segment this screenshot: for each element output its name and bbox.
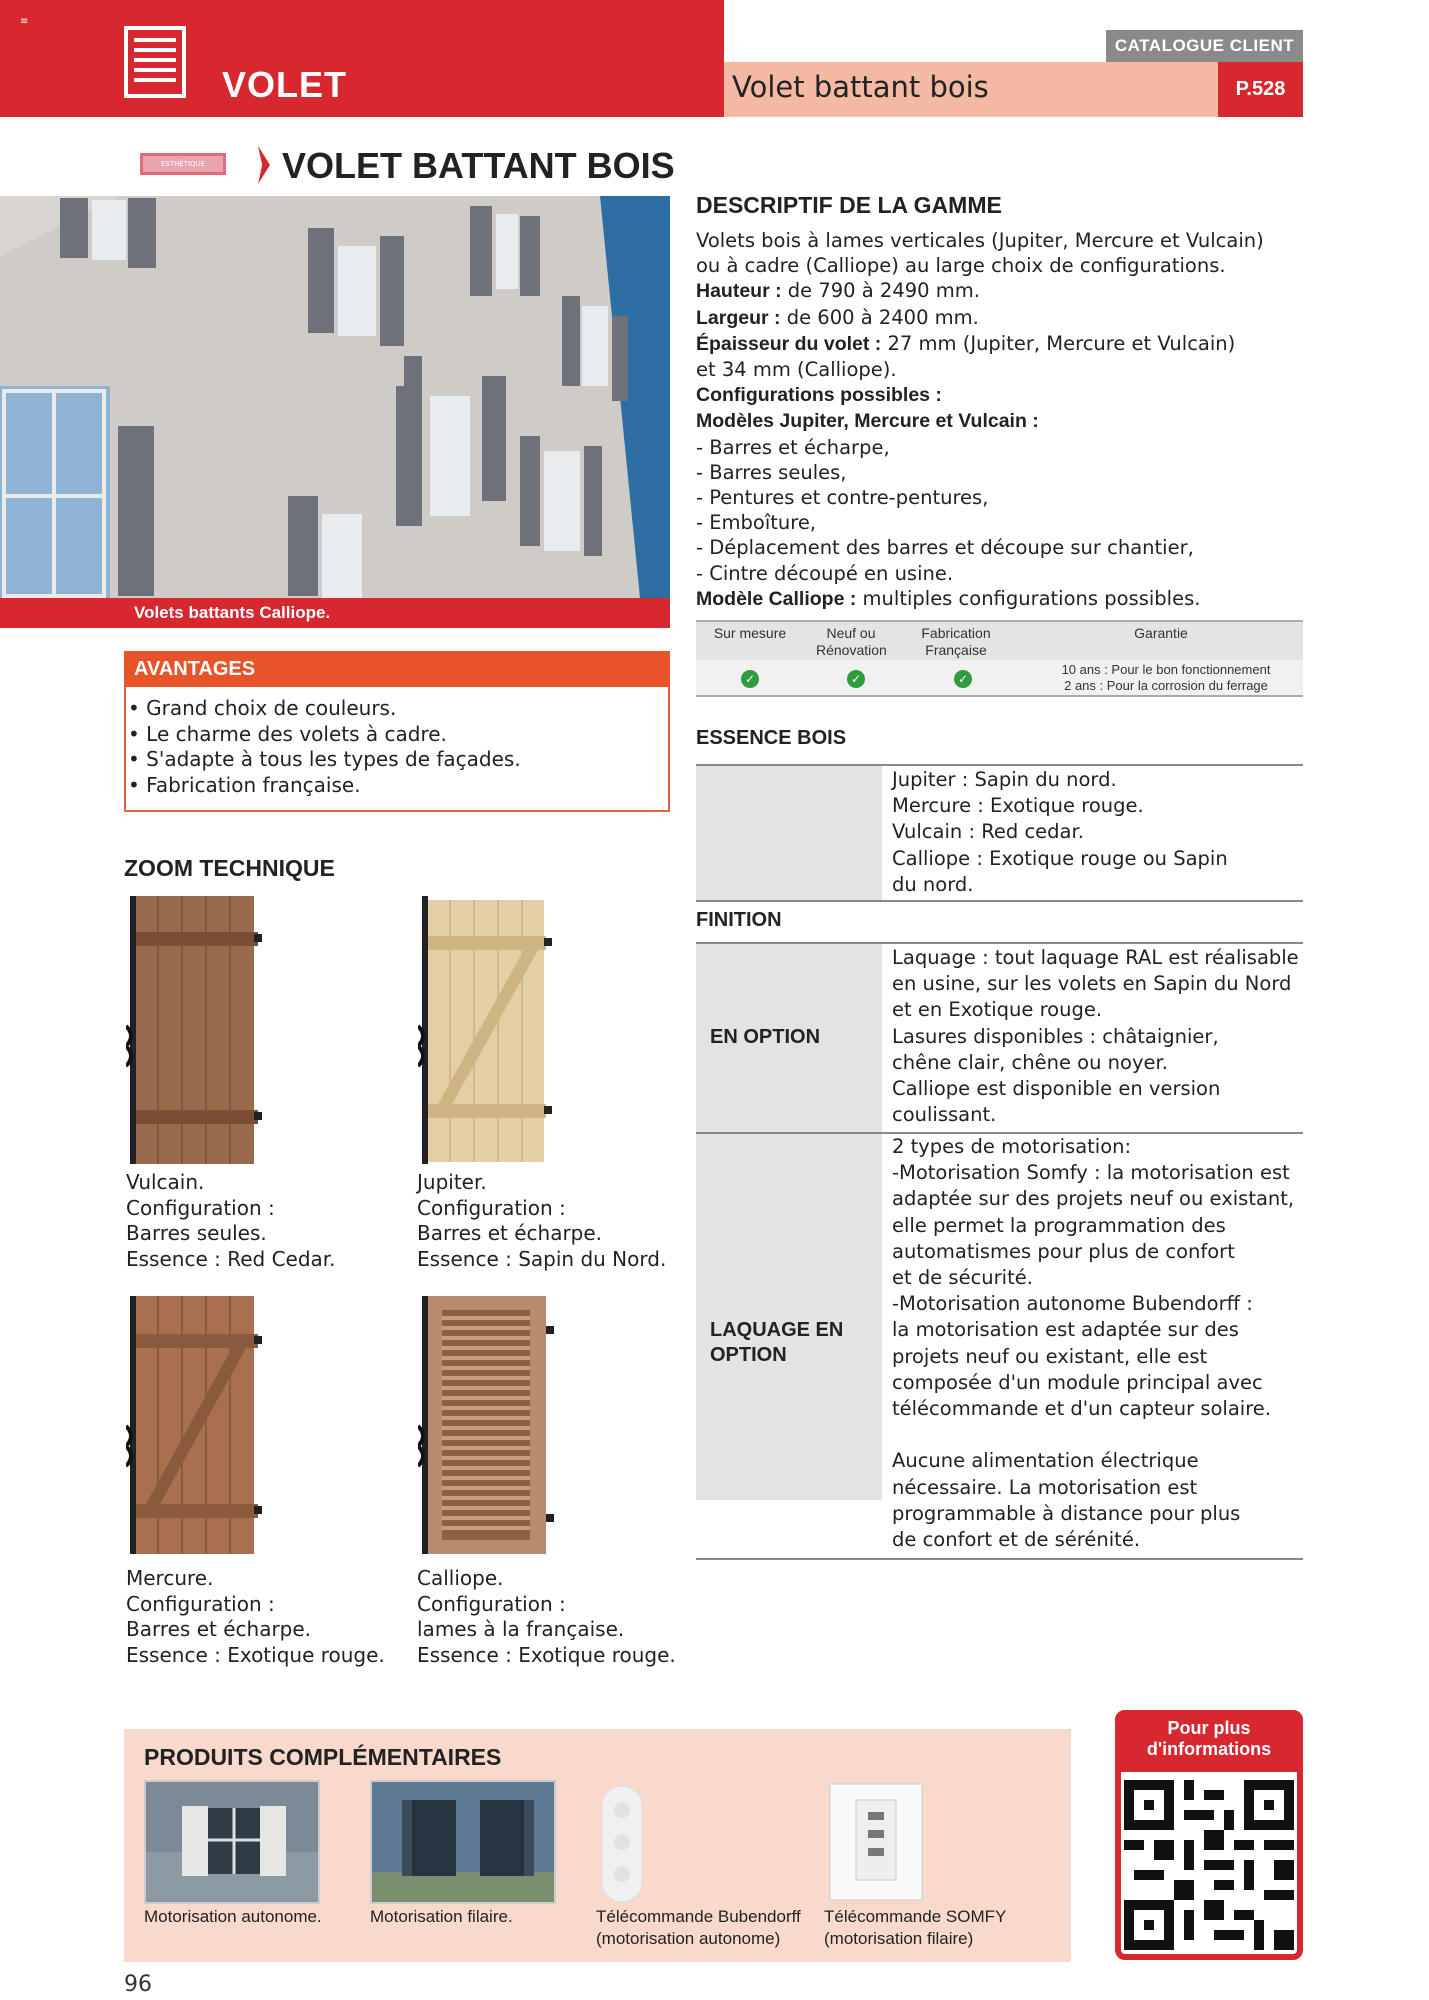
features-value-row (696, 660, 1303, 697)
label-line: Motorisation filaire. (370, 1907, 513, 1926)
motorisation-line: 2 types de motorisation: (892, 1135, 1132, 1158)
page-number: 96 (124, 1972, 152, 1997)
description-line: - Pentures et contre-pentures, (696, 486, 989, 510)
chevron-right-icon (258, 146, 270, 184)
list-item: • Le charme des volets à cadre. (128, 722, 658, 748)
essence-title: ESSENCE BOIS (696, 727, 847, 749)
jupiter-shutter-image (418, 896, 558, 1164)
mercure-caption (126, 1566, 396, 1668)
description-line (696, 408, 1306, 434)
check-icon: ✓ (741, 670, 759, 688)
motorisation-line: télécommande et d'un capteur solaire. (892, 1397, 1272, 1421)
menu-icon[interactable]: ≡ (20, 16, 29, 27)
label-line: Télécommande Bubendorff (596, 1907, 801, 1926)
complementary-title: PRODUITS COMPLÉMENTAIRES (144, 1744, 502, 1770)
header-garantie: Garantie (1134, 625, 1188, 641)
advantages-title: AVANTAGES (124, 651, 670, 687)
config-value: Barres et écharpe. (126, 1617, 312, 1641)
list-item: • Fabrication française. (128, 773, 658, 799)
essence-table (696, 764, 1303, 902)
range-description-title: DESCRIPTIF DE LA GAMME (696, 192, 1002, 218)
label-line: LAQUAGE EN (710, 1319, 844, 1341)
largeur-label: Largeur : (696, 306, 781, 329)
qr-heading (1115, 1710, 1303, 1772)
shutter-name: Jupiter. (417, 1170, 487, 1194)
divider (696, 900, 1303, 902)
motorisation-line: nécessaire. La motorisation est (892, 1475, 1198, 1499)
shutter-category-icon (124, 26, 186, 98)
description-line: - Déplacement des barres et découpe sur chantier, (696, 536, 1194, 560)
check-icon: ✓ (847, 670, 865, 688)
range-description-body (696, 228, 1306, 612)
motorisation-line: adaptée sur des projets neuf ou existant, (892, 1187, 1295, 1211)
description-line: - Emboîture, (696, 511, 817, 535)
subtitle: Volet battant bois (732, 70, 989, 104)
calliope-caption (417, 1566, 687, 1668)
qr-heading-line: d'informations (1146, 1739, 1272, 1759)
hauteur-value: de 790 à 2490 mm. (781, 279, 980, 303)
essence-value: Essence : Sapin du Nord. (417, 1246, 667, 1271)
motorisation-line: de confort et de sérénité. (892, 1528, 1141, 1552)
config-label: Configuration : (126, 1591, 275, 1616)
config-value: Barres et écharpe. (417, 1221, 603, 1245)
essence-value: Essence : Red Cedar. (126, 1246, 336, 1271)
description-line: ou à cadre (Calliope) au large choix de configurations. (696, 254, 1226, 278)
epaisseur-label: Épaisseur du volet : (696, 332, 882, 355)
facade-photo (0, 196, 670, 598)
list-item: • Grand choix de couleurs. (128, 696, 658, 722)
largeur-value: de 600 à 2400 mm. (780, 305, 979, 329)
motorisation-line: projets neuf ou existant, elle est (892, 1344, 1208, 1368)
shutter-name: Vulcain. (126, 1170, 205, 1194)
motorisation-line: -Motorisation autonome Bubendorff : (892, 1292, 1253, 1316)
description-line (696, 305, 1306, 331)
advantages-list (128, 696, 658, 798)
qr-heading-line: Pour plus (1167, 1718, 1251, 1738)
features-header-row (696, 620, 1303, 660)
vulcain-caption (126, 1170, 396, 1272)
photo-caption: Volets battants Calliope. (0, 598, 670, 628)
header-band (0, 0, 724, 117)
config-label: Configuration : (417, 1195, 566, 1220)
calliope-value: multiples configurations possibles. (856, 586, 1201, 610)
essence-value: Essence : Exotique rouge. (126, 1642, 385, 1667)
models-label: Modèles Jupiter, Mercure et Vulcain : (696, 410, 1039, 433)
label-cell (696, 1134, 882, 1500)
description-line: Volets bois à lames verticales (Jupiter, Mercure et Vulcain) (696, 229, 1264, 252)
motorisation-text (892, 1134, 1302, 1553)
config-label: Configuration : (126, 1195, 275, 1220)
guarantee-text (1036, 662, 1296, 694)
shutter-name: Mercure. (126, 1566, 214, 1590)
bubendorff-remote-image[interactable] (596, 1782, 648, 1906)
guarantee-line: 10 ans : Pour le bon fonctionnement (1061, 662, 1271, 677)
description-line (696, 331, 1306, 357)
config-label: Configurations possibles : (696, 384, 942, 407)
vulcain-shutter-image (126, 896, 266, 1164)
header-neuf-renovation: Neuf ou Rénovation (816, 625, 887, 658)
list-item: • S'adapte à tous les types de façades. (128, 747, 658, 773)
description-line: - Cintre découpé en usine. (696, 561, 954, 585)
motorisation-line: Aucune alimentation électrique (892, 1449, 1199, 1473)
complementary-item-label (824, 1906, 1006, 1950)
motorisation-line (892, 1422, 1302, 1448)
category-title: VOLET (222, 64, 348, 105)
motorisation-line: elle permet la programmation des (892, 1213, 1226, 1237)
essence-text (892, 767, 1302, 898)
motorisation-line: et de sécurité. (892, 1266, 1033, 1290)
divider (696, 1558, 1303, 1560)
complementary-item-label (144, 1906, 322, 1928)
motorisation-line: la motorisation est adaptée sur des (892, 1318, 1239, 1342)
complementary-item-label (370, 1906, 513, 1928)
option-line: Lasures disponibles : châtaignier, (892, 1024, 1219, 1048)
option-line: Calliope est disponible en version (892, 1077, 1221, 1101)
option-line: coulissant. (892, 1103, 997, 1127)
motorisation-autonome-image[interactable] (144, 1780, 320, 1904)
essence-line: Mercure : Exotique rouge. (892, 794, 1144, 818)
label-line: Motorisation autonome. (144, 1907, 322, 1926)
option-line: chêne clair, chêne ou noyer. (892, 1050, 1168, 1074)
zoom-title: ZOOM TECHNIQUE (124, 855, 335, 881)
jupiter-caption (417, 1170, 687, 1272)
option-line: en usine, sur les volets en Sapin du Nord (892, 972, 1292, 996)
description-line (696, 586, 1306, 612)
motorisation-filaire-image[interactable] (370, 1780, 556, 1904)
complementary-item-label (596, 1906, 801, 1950)
config-value: lames à la française. (417, 1617, 625, 1641)
config-value: Barres seules. (126, 1221, 267, 1245)
description-line: - Barres et écharpe, (696, 435, 890, 459)
option-line: et en Exotique rouge. (892, 998, 1103, 1022)
mercure-shutter-image (126, 1296, 266, 1556)
option-text (892, 945, 1302, 1128)
en-option-label: EN OPTION (710, 1026, 821, 1048)
header-fabrication: Fabrication Française (921, 625, 991, 658)
finition-title: FINITION (696, 909, 782, 931)
essence-value: Essence : Exotique rouge. (417, 1642, 676, 1667)
label-cell (696, 766, 882, 900)
page-title: VOLET BATTANT BOIS (282, 145, 675, 186)
description-line: - Barres seules, (696, 460, 847, 484)
essence-line: du nord. (892, 872, 974, 896)
features-table (696, 620, 1303, 697)
motorisation-line: programmable à distance pour plus (892, 1501, 1241, 1525)
page-reference: P.528 (1218, 62, 1303, 117)
finition-table (696, 942, 1303, 1560)
somfy-remote-image[interactable] (826, 1780, 926, 1904)
essence-line: Vulcain : Red cedar. (892, 820, 1084, 844)
catalogue-label: CATALOGUE CLIENT (1106, 30, 1303, 62)
config-label: Configuration : (417, 1591, 566, 1616)
calliope-shutter-image (418, 1296, 558, 1556)
essence-line: Jupiter : Sapin du nord. (892, 768, 1117, 791)
esthetique-logo: ESTHÉTIQUE (140, 153, 226, 175)
label-line: (motorisation filaire) (824, 1929, 974, 1948)
laquage-option-label (710, 1318, 843, 1368)
label-line: OPTION (710, 1344, 787, 1366)
qr-code-icon[interactable] (1124, 1780, 1294, 1950)
motorisation-line: automatismes pour plus de confort (892, 1239, 1235, 1263)
epaisseur-value: 27 mm (Jupiter, Mercure et Vulcain) (881, 331, 1236, 355)
guarantee-line: 2 ans : Pour la corrosion du ferrage (1064, 678, 1268, 693)
description-line: et 34 mm (Calliope). (696, 358, 897, 382)
motorisation-line: -Motorisation Somfy : la motorisation est (892, 1161, 1290, 1185)
motorisation-line: composée d'un module principal avec (892, 1370, 1263, 1394)
label-line: (motorisation autonome) (596, 1929, 781, 1948)
shutter-name: Calliope. (417, 1566, 504, 1590)
header-sur-mesure: Sur mesure (713, 625, 787, 641)
description-line (696, 278, 1306, 304)
label-line: Télécommande SOMFY (824, 1907, 1007, 1926)
hauteur-label: Hauteur : (696, 280, 782, 303)
option-line: Laquage : tout laquage RAL est réalisable (892, 946, 1299, 969)
essence-line: Calliope : Exotique rouge ou Sapin (892, 846, 1228, 870)
calliope-label: Modèle Calliope : (696, 587, 857, 610)
check-icon: ✓ (954, 670, 972, 688)
description-line (696, 382, 1306, 408)
